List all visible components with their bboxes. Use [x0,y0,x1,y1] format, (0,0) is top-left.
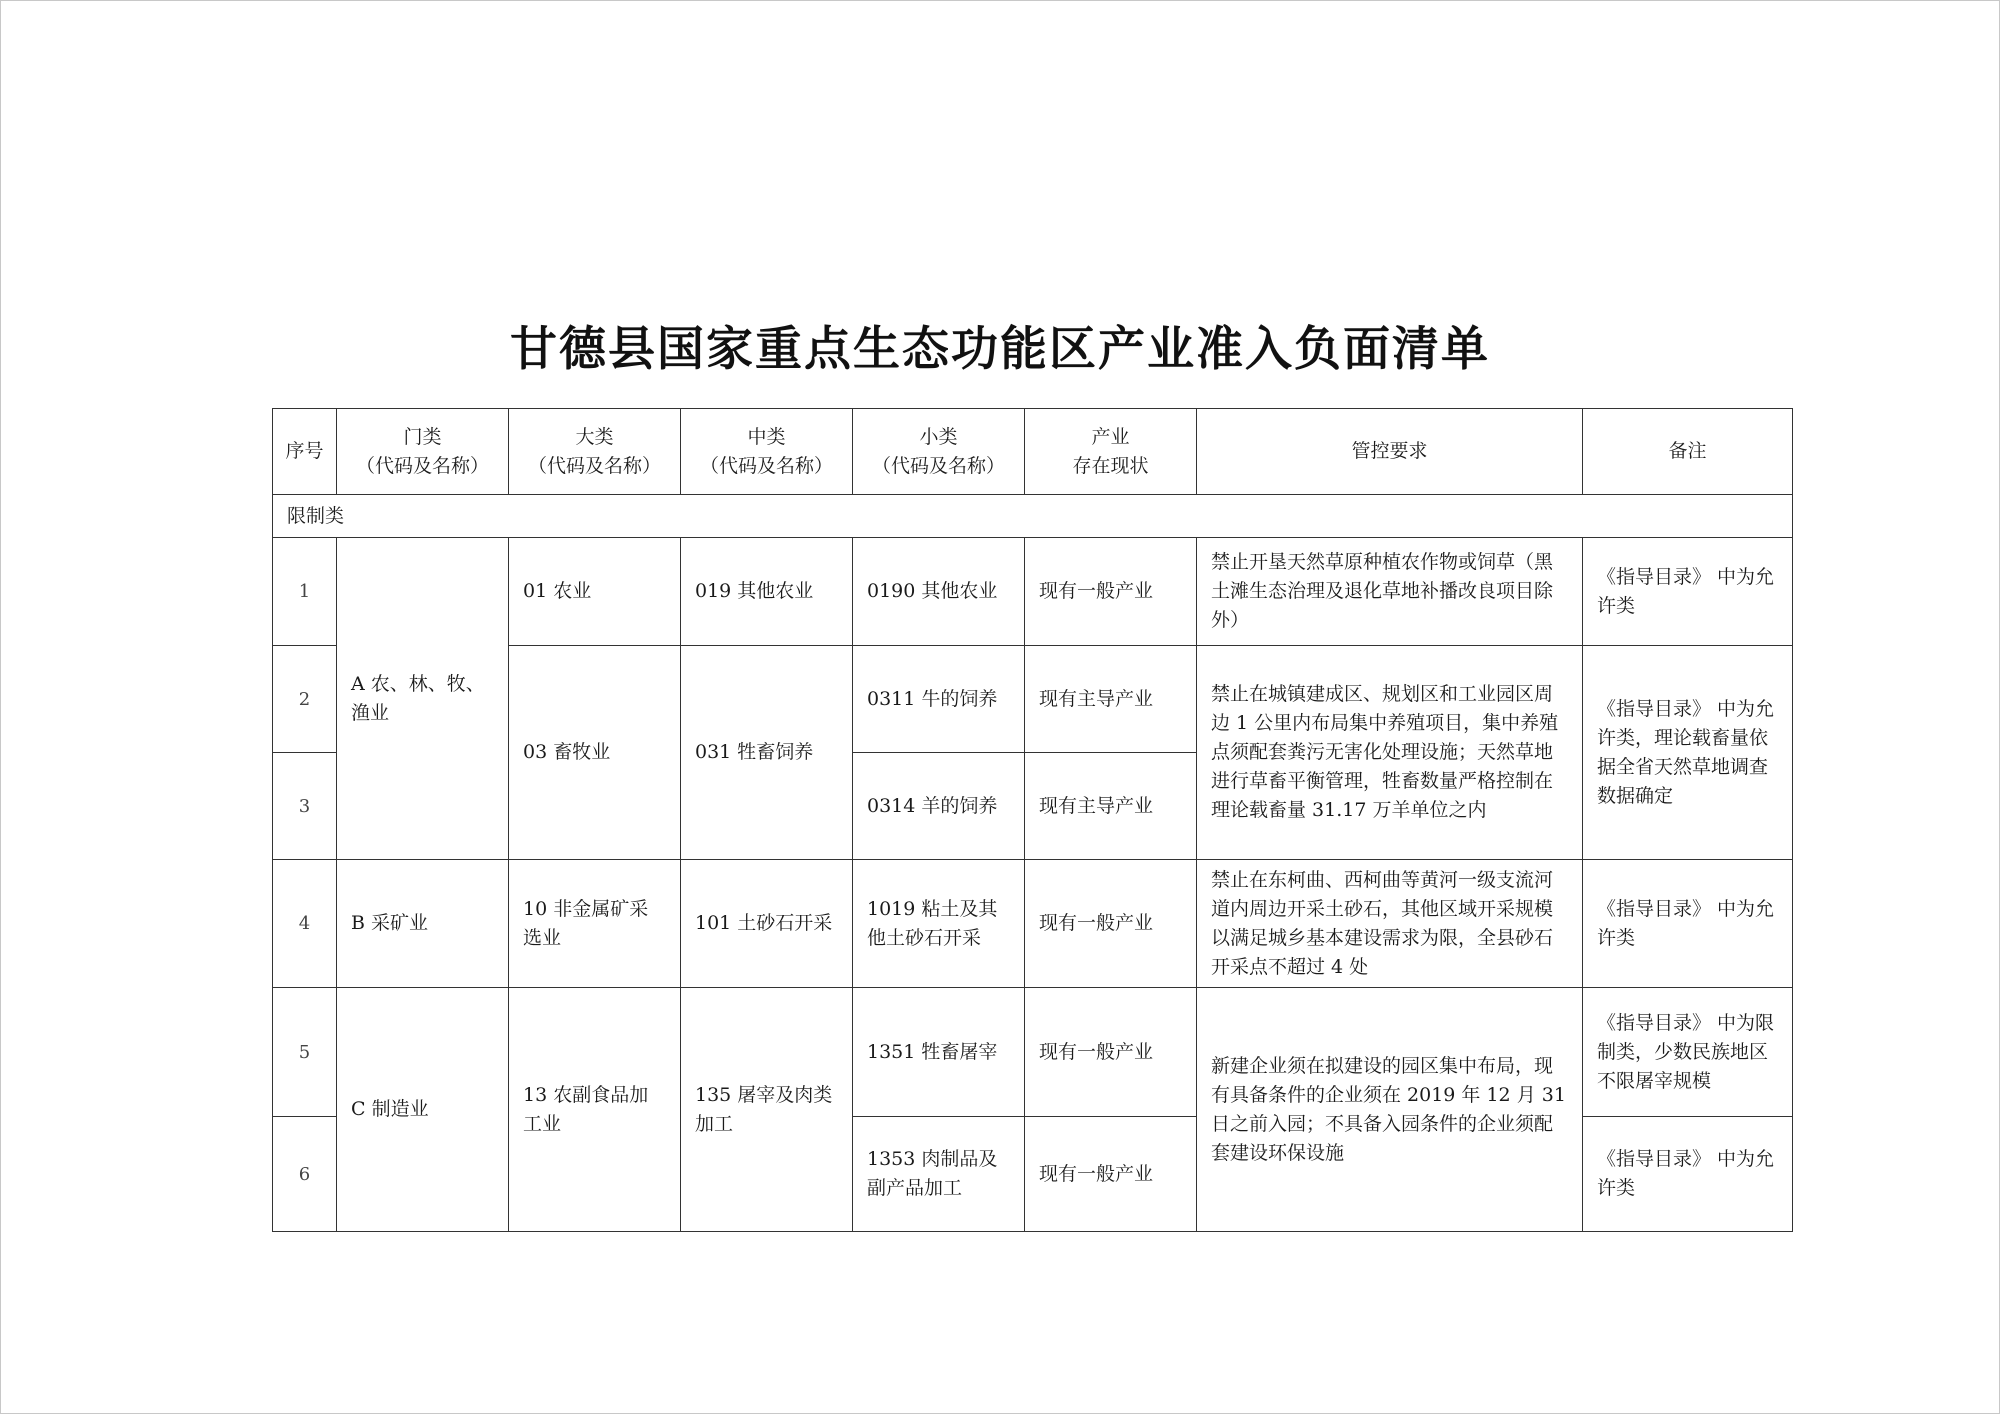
header-control: 管控要求 [1197,409,1583,495]
header-menlei [337,409,509,495]
header-zhonglei [681,409,853,495]
header-zhonglei-line1: 中类 [747,425,786,448]
dalei-cell: 13 农副食品加工业 [509,988,681,1232]
dalei-cell: 10 非金属矿采选业 [509,860,681,988]
xiaolei-cell: 1353 肉制品及副产品加工 [853,1117,1025,1232]
header-xiaolei [853,409,1025,495]
header-seq: 序号 [273,409,337,495]
header-menlei-line1: 门类 [403,425,442,448]
category-row [273,495,1793,538]
zhonglei-cell: 031 牲畜饲养 [681,646,853,860]
header-dalei [509,409,681,495]
seq-cell: 3 [273,753,337,860]
zhonglei-cell: 101 土砂石开采 [681,860,853,988]
seq-cell: 4 [273,860,337,988]
header-dalei-line2: （代码及名称） [527,454,661,477]
seq-cell: 6 [273,1117,337,1232]
status-cell: 现有一般产业 [1025,1117,1197,1232]
header-dalei-line1: 大类 [575,425,614,448]
control-cell: 禁止开垦天然草原种植农作物或饲草（黑土滩生态治理及退化草地补播改良项目除外） [1197,538,1583,646]
dalei-cell: 01 农业 [509,538,681,646]
xiaolei-cell: 0190 其他农业 [853,538,1025,646]
remark-cell: 《指导目录》 中为限制类，少数民族地区不限屠宰规模 [1583,988,1793,1117]
status-cell: 现有主导产业 [1025,753,1197,860]
remark-cell: 《指导目录》 中为允许类 [1583,1117,1793,1232]
header-row [273,409,1793,495]
menlei-cell: C 制造业 [337,988,509,1232]
table-row [273,538,1793,646]
seq-cell: 5 [273,988,337,1117]
table-row [273,860,1793,988]
document-title: 甘德县国家重点生态功能区产业准入负面清单 [510,322,1490,377]
seq-cell: 2 [273,646,337,753]
seq-cell: 1 [273,538,337,646]
menlei-cell: B 采矿业 [337,860,509,988]
header-xiaolei-line2: （代码及名称） [871,454,1005,477]
control-cell: 禁止在东柯曲、西柯曲等黄河一级支流河道内周边开采土砂石，其他区域开采规模以满足城乡基本建设需求为限，全县砂石开采点不超过 4 处 [1197,860,1583,988]
xiaolei-cell: 1019 粘土及其他土砂石开采 [853,860,1025,988]
remark-cell: 《指导目录》 中为允许类，理论载畜量依据全省天然草地调查数据确定 [1583,646,1793,860]
header-xiaolei-line1: 小类 [919,425,958,448]
negative-list-table [272,408,1793,1232]
zhonglei-cell: 019 其他农业 [681,538,853,646]
category-label: 限制类 [273,495,1793,538]
xiaolei-cell: 1351 牲畜屠宰 [853,988,1025,1117]
menlei-cell: A 农、林、牧、渔业 [337,538,509,860]
header-status-line2: 存在现状 [1072,454,1149,477]
xiaolei-cell: 0314 羊的饲养 [853,753,1025,860]
status-cell: 现有一般产业 [1025,988,1197,1117]
remark-cell: 《指导目录》 中为允许类 [1583,538,1793,646]
remark-cell: 《指导目录》 中为允许类 [1583,860,1793,988]
header-menlei-line2: （代码及名称） [355,454,489,477]
table-row [273,988,1793,1117]
xiaolei-cell: 0311 牛的饲养 [853,646,1025,753]
control-cell: 禁止在城镇建成区、规划区和工业园区周边 1 公里内布局集中养殖项目，集中养殖点须配套粪污无害化处理设施；天然草地进行草畜平衡管理，牲畜数量严格控制在理论载畜量 31.17 万羊单位之内 [1197,646,1583,860]
status-cell: 现有主导产业 [1025,646,1197,753]
header-zhonglei-line2: （代码及名称） [699,454,833,477]
status-cell: 现有一般产业 [1025,860,1197,988]
zhonglei-cell: 135 屠宰及肉类加工 [681,988,853,1232]
header-status-line1: 产业 [1091,425,1130,448]
header-remark: 备注 [1583,409,1793,495]
status-cell: 现有一般产业 [1025,538,1197,646]
header-status [1025,409,1197,495]
dalei-cell: 03 畜牧业 [509,646,681,860]
control-cell: 新建企业须在拟建设的园区集中布局，现有具备条件的企业须在 2019 年 12 月 31 日之前入园；不具备入园条件的企业须配套建设环保设施 [1197,988,1583,1232]
